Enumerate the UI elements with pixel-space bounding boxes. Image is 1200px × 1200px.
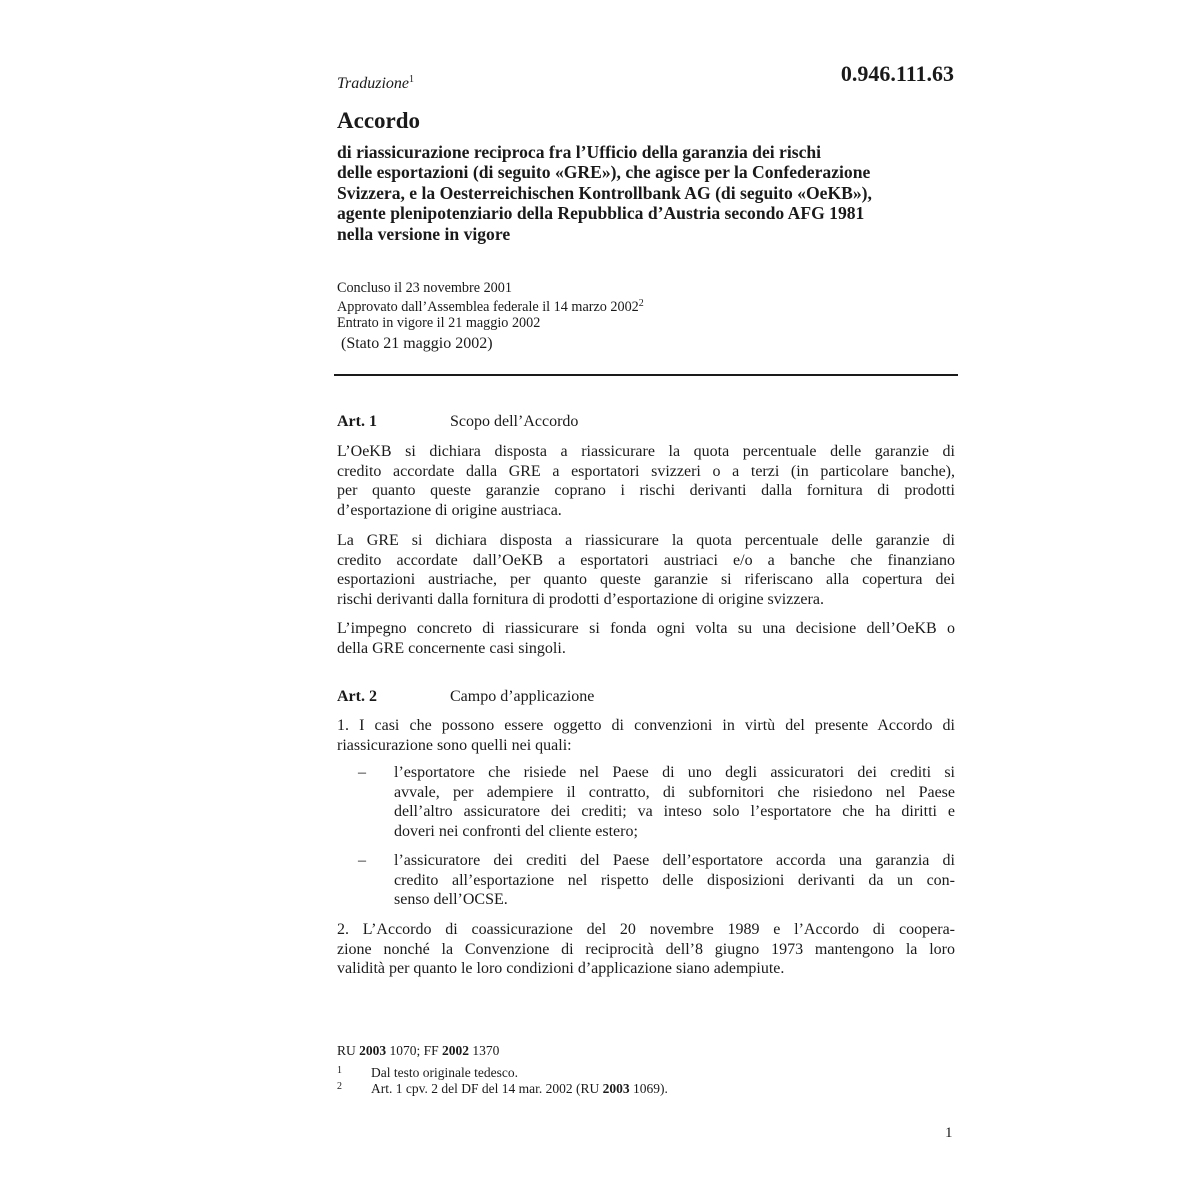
document-meta [337, 280, 644, 331]
footnote-ref-1: 1 [409, 74, 415, 85]
article-2-heading [337, 688, 594, 706]
subtitle-line: nella versione in vigore [337, 223, 511, 244]
official-references: RU 2003 1070; FF 2002 1370 [337, 1043, 500, 1058]
status-date: (Stato 21 maggio 2002) [341, 335, 493, 352]
footnote-ref-2: 2 [638, 298, 644, 309]
document-page: Traduzione$^1$ 0.946.111.63 Accordo di riassicurazione reciproca fra l’Ufficio della garanzia dei rischi delle esportazioni (di seguito «GRE»), che agisce per la Confederazione Svizzera, e la Oesterreichischen Kontrollbank AG (di seguito «OeKB»), agente plenipotenziario della Repubblica d’Austria secondo AFG 1981 nella versione in vigore Concluso il 23 novembre 2001 Approvato dall’Assemblea federale il 14 marzo 2002$^2$ Entrato in vigore il 21 maggio 2002 (Stato 21 maggio 2002) Art. 1 Scopo dell’Accordo L’OeKB si dichiara disposta a riassicurare la quota percentuale delle garanzie di credito accordate dalla GRE a esportatori svizzeri o a terzi (in particolare banche), per quanto queste garanzie coprano i rischi derivanti dalla fornitura di prodotti d’esportazione di origine austriaca. La GRE si dichiara disposta a riassicurare la quota percentuale delle garanzie di credito accordate dall’OeKB a esportatori austriaci e/o a banche che finanziano esportazioni austriache, per quanto queste garanzie si riferiscano alla copertura dei rischi derivanti dalla fornitura di prodotti d’esportazione di origine svizzera. L’impegno concreto di riassicurare si fonda ogni volta su una decisione dell’OeKB o della GRE concernente casi singoli. Art. 2 Campo d’applicazione 1. I casi che possono essere oggetto di convenzioni in virtù del presente Accordo di riassicurazione sono quelli nei quali: – l’esportatore che risiede nel Paese di uno degli assicuratori dei crediti si avvale, per adempiere il contratto, di subfornitori che risiedono nel Paese dell’altro assicuratore dei crediti; va inteso solo l’esportatore che ha diritti e doveri nei confronti del cliente estero; – l’assicuratore dei crediti del Paese dell’esportatore accorda una garanzia di credito all’esportazione nel rispetto delle disposizioni derivanti da un con- senso dell’OCSE. 2. L’Accordo di coassicurazione del 20 novembre 1989 e l’Accordo di coopera- zione nonché la Convenzione di reciprocità dell’8 giugno 1973 mantengono la loro validità per quanto le loro condizioni d’applicazione siano adempiute. RU 2003 1070; FF 2002 1370 1 Dal testo originale tedesco. 2 Art. 1 cpv. 2 del DF del 14 mar. 2002 (RU 2003 1069). 1 [0, 0, 1200, 1200]
document-title: Accordo [337, 108, 421, 133]
article-1-heading [337, 413, 578, 431]
article-1-paragraph-3: L’impegno concreto di riassicurare si fonda ogni volta su una decisione dell’OeKB o della GRE concernente casi singoli. [337, 620, 955, 657]
concluded-date: Concluso il 23 novembre 2001 [337, 280, 512, 296]
article-title: Scopo dell’Accordo [450, 413, 579, 430]
article-2-paragraph-1: 1. I casi che possono essere oggetto di convenzioni in virtù del presente Accordo di riassicurazione sono quelli nei quali: [337, 717, 955, 754]
translation-label: Traduzione$^1$ [337, 74, 415, 92]
article-number: Art. 2 [337, 688, 377, 705]
subtitle-line: delle esportazioni (di seguito «GRE»), che agisce per la Confederazione [337, 162, 871, 183]
dash-marker: – [358, 764, 366, 781]
footnote-2: 2 Art. 1 cpv. 2 del DF del 14 mar. 2002 (RU 2003 1069). [337, 1081, 668, 1096]
page-number: 1 [945, 1125, 953, 1141]
article-1-paragraph-1: L’OeKB si dichiara disposta a riassicurare la quota percentuale delle garanzie di credito accordate dalla GRE a esportatori svizzeri o a terzi (in particolare banche), per quanto queste garanzie coprano i rischi derivanti dalla fornitura di prodotti d’esportazione di origine austriaca. [337, 443, 955, 519]
article-1-paragraph-2: La GRE si dichiara disposta a riassicurare la quota percentuale delle garanzie di credito accordate dall’OeKB a esportatori austriaci e/o a banche che finanziano esportazioni austriache, per quanto queste garanzie si riferiscano alla copertura dei rischi derivanti dalla fornitura di prodotti d’esportazione di origine svizzera. [337, 532, 955, 608]
article-title: Campo d’applicazione [450, 688, 595, 705]
article-2-paragraph-2: 2. L’Accordo di coassicurazione del 20 novembre 1989 e l’Accordo di coopera- zione nonché la Convenzione di reciprocità dell’8 giugno 1973 mantengono la loro validità per quanto le loro condizioni d’applicazione siano adempiute. [337, 921, 955, 978]
subtitle-line: di riassicurazione reciproca fra l’Ufficio della garanzia dei rischi [337, 142, 822, 162]
approved-date: Approvato dall’Assemblea federale il 14 marzo 2002$^2$ [337, 298, 644, 315]
header-divider [334, 374, 958, 376]
dash-marker: – [358, 852, 366, 869]
subtitle-line: Svizzera, e la Oesterreichischen Kontrollbank AG (di seguito «OeKB»), [337, 182, 872, 203]
article-number: Art. 1 [337, 413, 377, 430]
in-force-date: Entrato in vigore il 21 maggio 2002 [337, 315, 541, 331]
sr-number: 0.946.111.63 [840, 61, 954, 86]
document-subtitle [337, 142, 962, 244]
footnote-1: 1 Dal testo originale tedesco. [337, 1065, 518, 1080]
subtitle-line: agente plenipotenziario della Repubblica d’Austria secondo AFG 1981 [337, 203, 865, 224]
